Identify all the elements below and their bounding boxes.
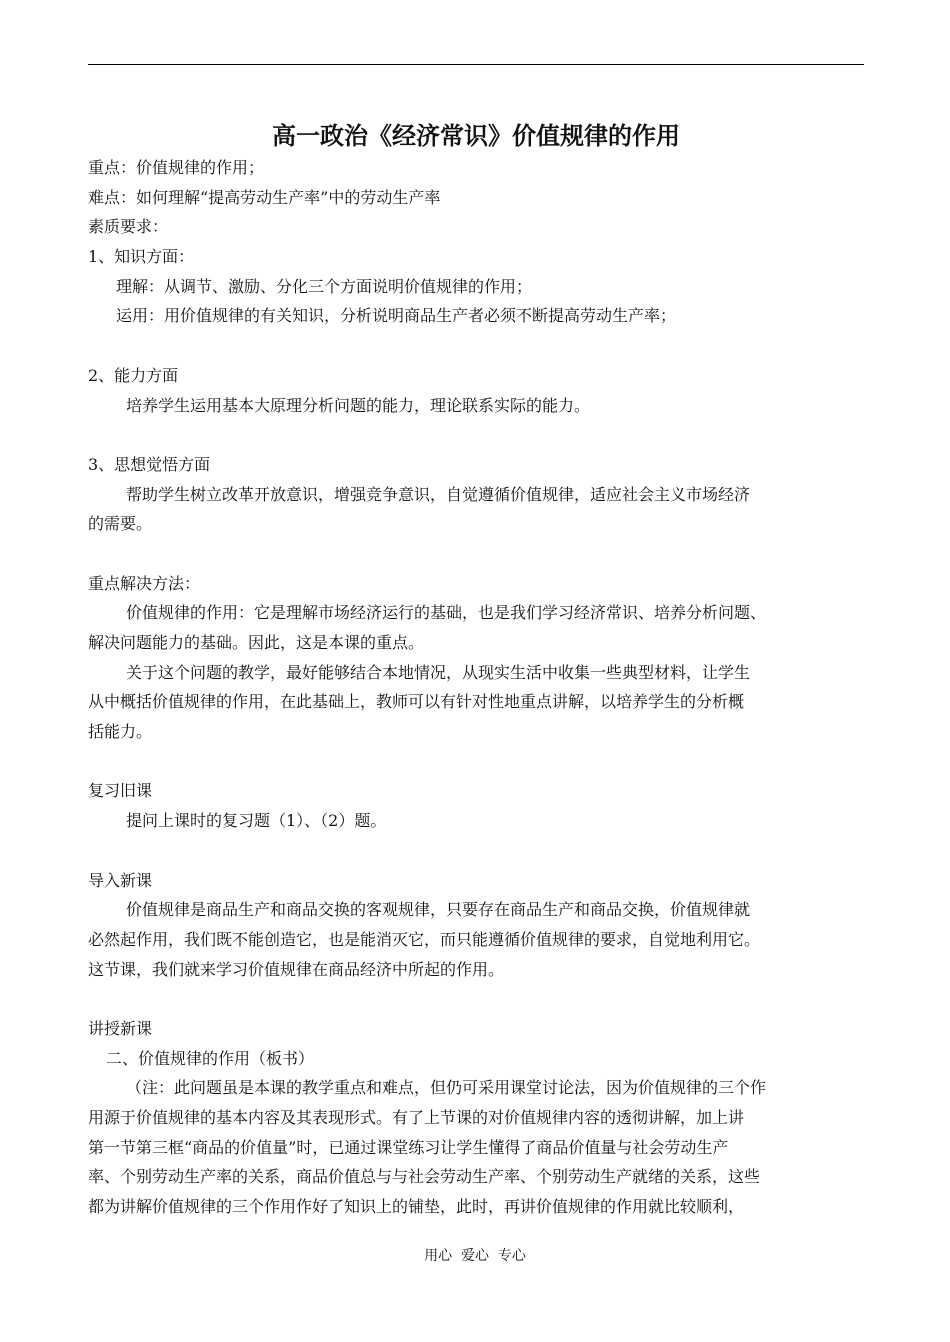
paragraph-line: 第一节第三框“商品的价值量”时，已通过课堂练习让学生懂得了商品价值量与社会劳动生产 [88, 1137, 729, 1157]
document-title: 高一政治《经济常识》价值规律的作用 [272, 121, 680, 150]
paragraph-line: 的需要。 [88, 514, 153, 534]
section-heading: 重点解决方法： [88, 573, 201, 593]
paragraph-line: 括能力。 [88, 722, 153, 742]
section-heading: 讲授新课 [88, 1018, 153, 1038]
paragraph-line: 解决问题能力的基础。因此，这是本课的重点。 [88, 633, 425, 652]
paragraph-line: 素质要求： [88, 217, 169, 237]
paragraph-line: 提问上课时的复习题（1）、（2）题。 [126, 811, 387, 831]
paragraph-line: 关于这个问题的教学，最好能够结合本地情况，从现实生活中收集一些典型材料，让学生 [126, 662, 751, 682]
blank-line [88, 420, 864, 450]
paragraph-line: 价值规律是商品生产和商品交换的客观规律，只要存在商品生产和商品交换，价值规律就 [126, 900, 751, 920]
section-heading: 3、思想觉悟方面 [88, 454, 211, 474]
blank-line [88, 539, 864, 569]
paragraph-line: 从中概括价值规律的作用，在此基础上，教师可以有针对性地重点讲解，以培养学生的分析概 [88, 692, 745, 712]
paragraph-line: 都为讲解价值规律的三个作用作好了知识上的铺垫，此时，再讲价值规律的作用就比较顺利， [88, 1197, 745, 1217]
section-heading: 1、知识方面： [88, 247, 195, 267]
paragraph-line: 帮助学生树立改革开放意识，增强竞争意识，自觉遵循价值规律，适应社会主义市场经济 [126, 484, 751, 504]
paragraph-line: 理解：从调节、激励、分化三个方面说明价值规律的作用； [116, 276, 533, 296]
page-footer: 用心 爱心 专心 [424, 1248, 526, 1264]
paragraph-line: 用源于价值规律的基本内容及其表现形式。有了上节课的对价值规律内容的透彻讲解，加上讲 [88, 1108, 745, 1127]
paragraph-line: 这节课，我们就来学习价值规律在商品经济中所起的作用。 [88, 959, 505, 979]
document-body [88, 153, 864, 1222]
blank-line [88, 984, 864, 1014]
blank-line [88, 747, 864, 777]
subsection-heading: 二、价值规律的作用（板书） [106, 1048, 315, 1068]
paragraph-line: 运用：用价值规律的有关知识，分析说明商品生产者必须不断提高劳动生产率； [116, 306, 677, 326]
paragraph-line: 培养学生运用基本大原理分析问题的能力，理论联系实际的能力。 [126, 395, 591, 415]
section-heading: 复习旧课 [88, 781, 153, 801]
blank-line [88, 331, 864, 361]
section-heading: 导入新课 [88, 870, 153, 890]
paragraph-line: 重点：价值规律的作用； [88, 158, 265, 177]
paragraph-line: 价值规律的作用：它是理解市场经济运行的基础，也是我们学习经济常识、培养分析问题、 [126, 603, 767, 623]
paragraph-line: 率、个别劳动生产率的关系，商品价值总与与社会劳动生产率、个别劳动生产就绪的关系，这些 [88, 1167, 761, 1187]
paragraph-line: 难点：如何理解“提高劳动生产率”中的劳动生产率 [88, 187, 441, 207]
section-heading: 2、能力方面 [88, 365, 179, 385]
header-rule [88, 64, 864, 65]
blank-line [88, 836, 864, 866]
paragraph-line: （注：此问题虽是本课的教学重点和难点，但仍可采用课堂讨论法，因为价值规律的三个作 [126, 1078, 767, 1098]
paragraph-line: 必然起作用，我们既不能创造它，也是能消灭它，而只能遵循价值规律的要求，自觉地利用它。 [88, 929, 761, 949]
